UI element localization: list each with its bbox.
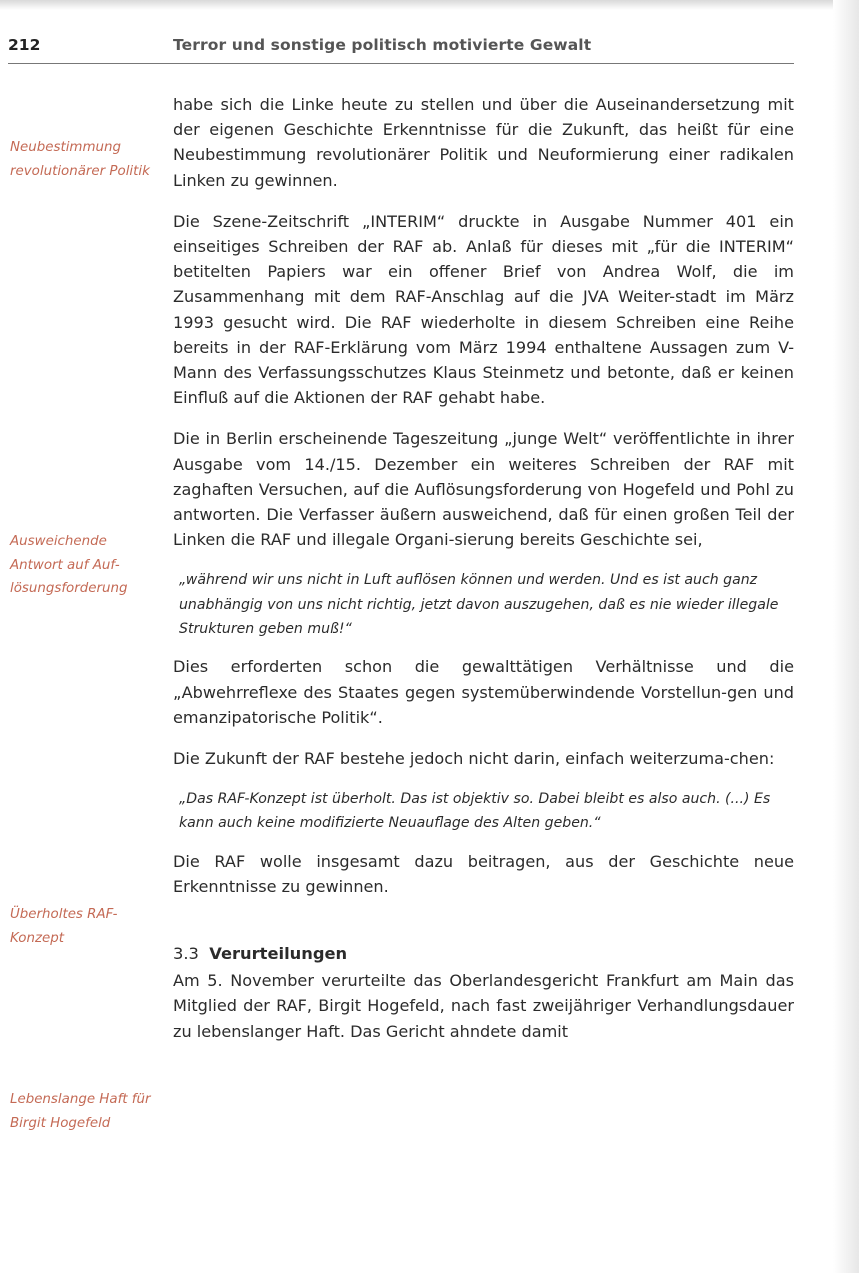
page-header <box>8 36 794 64</box>
header-rule <box>8 63 794 64</box>
paragraph-3: Die in Berlin erscheinende Tageszeitung „junge Welt“ veröffentlichte in ihrer Ausgabe vom 14./15. Dezember ein weiteres Schreiben der RAF mit zaghaften Versuchen, auf die Auflösungsforderung von Hogefeld und Pohl zu antworten. Die Verfasser äußern ausweichend, daß für einen großen Teil der Linken die RAF und illegale Organi-sierung bereits Geschichte sei, <box>173 429 794 550</box>
paragraph-1: habe sich die Linke heute zu stellen und über die Auseinandersetzung mit der eigenen Geschichte Erkenntnisse für die Zukunft, das heißt für eine Neubestimmung revolutionärer Politik und Neuformierung einer radikalen Linken zu gewinnen. <box>173 95 794 190</box>
section-spacer <box>173 915 794 941</box>
main-text <box>173 92 794 1060</box>
block-quote-2: „Das RAF-Konzept ist überholt. Das ist objektiv so. Dabei bleibt es also auch. (...) Es kann auch keine modifizierte Neuauflage des Alten geben.“ <box>179 791 771 832</box>
page-edge-shadow <box>833 0 859 1273</box>
paragraph-4: Dies erforderten schon die gewalttätigen Verhältnisse und die „Abwehrreflexe des Staates gegen systemüberwindende Vorstellun-gen und emanzipatorische Politik“. <box>173 657 794 727</box>
paragraph-6: Die RAF wolle insgesamt dazu beitragen, aus der Geschichte neue Erkenntnisse zu gewinnen. <box>173 851 794 896</box>
paragraph-7: Am 5. November verurteilte das Oberlandesgericht Frankfurt am Main das Mitglied der RAF, Birgit Hogefeld, nach fast zweijähriger Verhandlungsdauer zu lebenslanger Haft. Das Gericht ahndete damit <box>173 971 794 1041</box>
margin-note-ueberholtes-konzept: Überholtes RAF-Konzept <box>10 907 118 946</box>
margin-note-lebenslange-haft: Lebenslange Haft für Birgit Hogefeld <box>10 1092 151 1131</box>
margin-note-neubestimmung: Neubestimmung revolutionärer Politik <box>10 140 150 179</box>
block-quote-1: „während wir uns nicht in Luft auflösen können und werden. Und es ist auch ganz unabhängig von uns nicht richtig, jetzt davon auszugehen, daß es nie wieder illegale Strukturen geben muß!“ <box>179 572 779 638</box>
paragraph-2: Die Szene-Zeitschrift „INTERIM“ druckte in Ausgabe Nummer 401 ein einseitiges Schreiben der RAF ab. Anlaß für dieses mit „für die INTERIM“ betitelten Papiers war ein offener Brief von Andrea Wolf, die im Zusammenhang mit dem RAF-Anschlag auf die JVA Weiter-stadt im März 1993 gesucht wird. Die RAF wiederholte in diesem Schreiben eine Reihe bereits in der RAF-Erklärung vom März 1994 enthaltene Aussagen zum V-Mann des Verfassungsschutzes Klaus Steinmetz und betonte, daß er keinen Einfluß auf die Aktionen der RAF gehabt habe. <box>173 211 794 408</box>
paragraph-5: Die Zukunft der RAF bestehe jedoch nicht darin, einfach weiterzuma-chen: <box>173 748 775 768</box>
running-title: Terror und sonstige politisch motivierte Gewalt <box>173 36 592 54</box>
section-number: 3.3 <box>173 944 199 964</box>
page-top-shadow <box>0 0 859 10</box>
section-title: Verurteilungen <box>209 944 348 964</box>
section-heading <box>173 941 794 966</box>
margin-note-ausweichende-antwort: Ausweichende Antwort auf Auf-lösungsforderung <box>10 534 128 596</box>
page-number: 212 <box>8 36 41 54</box>
